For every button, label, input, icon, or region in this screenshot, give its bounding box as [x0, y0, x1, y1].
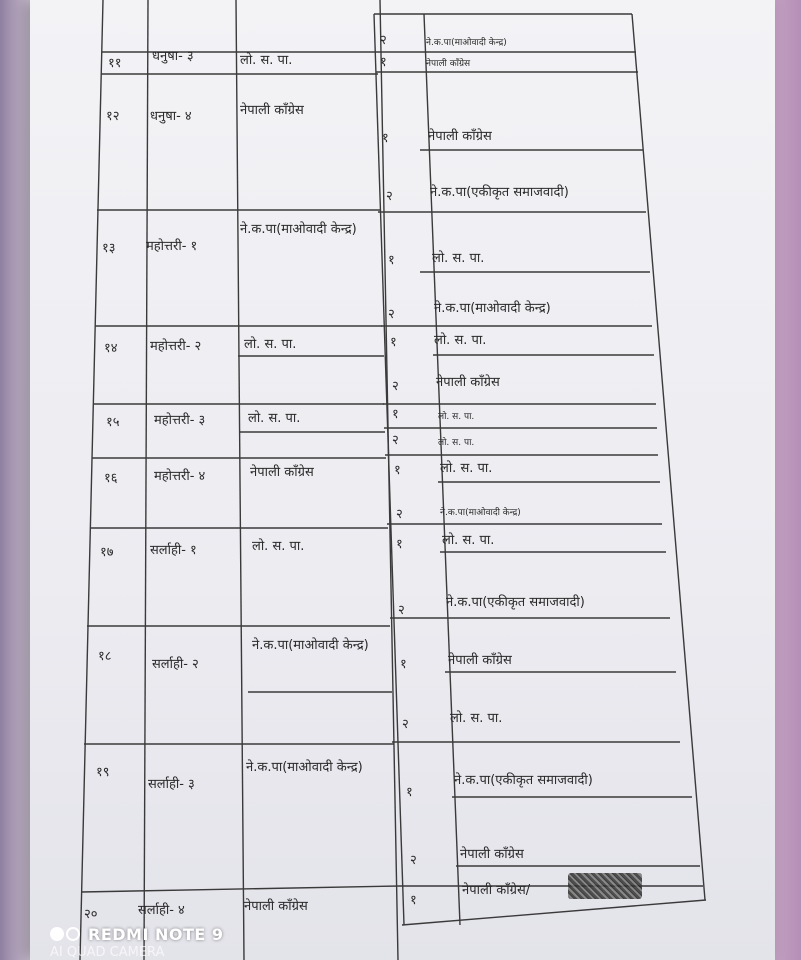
- entry-party: ने.क.पा(माओवादी केन्द्र): [426, 38, 507, 48]
- entry-number: २: [398, 603, 405, 618]
- serial-number: १४: [104, 341, 118, 356]
- constituency: महोत्तरी- ४: [154, 469, 206, 484]
- entry-number: १: [392, 407, 399, 422]
- constituency: धनुषा- ४: [150, 109, 192, 124]
- entry-party: नेपाली काँग्रेस: [460, 847, 524, 862]
- serial-number: १७: [100, 545, 114, 560]
- entry-number: १: [380, 55, 387, 70]
- entry-party: लो. स. पा.: [438, 438, 475, 448]
- serial-number: ११: [108, 56, 122, 71]
- winning-party: ने.क.पा(माओवादी केन्द्र): [240, 222, 357, 237]
- entry-number: १: [394, 463, 401, 478]
- entry-number: २: [392, 379, 399, 394]
- entry-party: ने.क.पा(माओवादी केन्द्र): [440, 508, 521, 518]
- constituency: सर्लाही- ३: [148, 777, 195, 792]
- entry-party: लो. स. पा.: [450, 711, 503, 726]
- entry-number: २: [380, 33, 387, 48]
- entry-party: ने.क.पा(एकीकृत समाजवादी): [430, 185, 569, 200]
- paper-sheet: [30, 0, 775, 960]
- entry-party: लो. स. पा.: [440, 461, 493, 476]
- entry-number: २: [392, 433, 399, 448]
- entry-number: १: [406, 785, 413, 800]
- constituency: सर्लाही- ४: [138, 903, 185, 918]
- constituency: महोत्तरी- २: [150, 339, 202, 354]
- winning-party: लो. स. पा.: [244, 337, 297, 352]
- constituency: सर्लाही- १: [150, 543, 197, 558]
- constituency: सर्लाही- २: [152, 657, 199, 672]
- winning-party: नेपाली काँग्रेस: [240, 103, 304, 118]
- entry-party: लो. स. पा.: [438, 412, 475, 422]
- entry-party: नेपाली काँग्रेस: [448, 653, 512, 668]
- serial-number: १२: [106, 109, 120, 124]
- entry-number: १: [400, 657, 407, 672]
- entry-party: नेपाली काँग्रेस: [436, 375, 500, 390]
- entry-number: १: [382, 131, 389, 146]
- entry-number: १: [390, 335, 397, 350]
- constituency: महोत्तरी- ३: [154, 413, 206, 428]
- entry-party: नेपाली काँग्रेस: [426, 59, 471, 69]
- serial-number: १८: [98, 649, 112, 664]
- entry-number: १: [410, 893, 417, 908]
- entry-party: ने.क.पा(एकीकृत समाजवादी): [454, 773, 593, 788]
- winning-party: नेपाली काँग्रेस: [250, 465, 314, 480]
- entry-number: २: [402, 717, 409, 732]
- watermark-text: REDMI NOTE 9: [88, 925, 224, 944]
- constituency: महोत्तरी- १: [146, 239, 198, 254]
- serial-number: २०: [84, 907, 98, 922]
- serial-number: १३: [102, 241, 116, 256]
- constituency: धनुषा- ३: [152, 49, 194, 64]
- entry-party: लो. स. पा.: [432, 251, 485, 266]
- serial-number: १५: [106, 415, 120, 430]
- camera-dots-icon: [50, 926, 82, 945]
- camera-watermark-subtitle: AI QUAD CAMERA: [50, 945, 165, 960]
- entry-number: २: [396, 507, 403, 522]
- entry-number: १: [396, 537, 403, 552]
- winning-party: ने.क.पा(माओवादी केन्द्र): [246, 760, 363, 775]
- entry-party: नेपाली काँग्रेस/: [462, 883, 531, 898]
- entry-number: २: [386, 189, 393, 204]
- serial-number: १६: [104, 471, 118, 486]
- winning-party: नेपाली काँग्रेस: [244, 899, 308, 914]
- winning-party: लो. स. पा.: [252, 539, 305, 554]
- camera-watermark: [50, 925, 224, 945]
- redacted-stamp: [568, 873, 642, 899]
- entry-party: ने.क.पा(एकीकृत समाजवादी): [446, 595, 585, 610]
- entry-party: लो. स. पा.: [434, 333, 487, 348]
- serial-number: १९: [96, 765, 110, 780]
- entry-party: लो. स. पा.: [442, 533, 495, 548]
- entry-party: नेपाली काँग्रेस: [428, 129, 492, 144]
- entry-number: २: [410, 853, 417, 868]
- entry-party: ने.क.पा(माओवादी केन्द्र): [434, 301, 551, 316]
- winning-party: ने.क.पा(माओवादी केन्द्र): [252, 638, 369, 653]
- entry-number: २: [388, 307, 395, 322]
- winning-party: लो. स. पा.: [248, 411, 301, 426]
- winning-party: लो. स. पा.: [240, 53, 293, 68]
- entry-number: १: [388, 253, 395, 268]
